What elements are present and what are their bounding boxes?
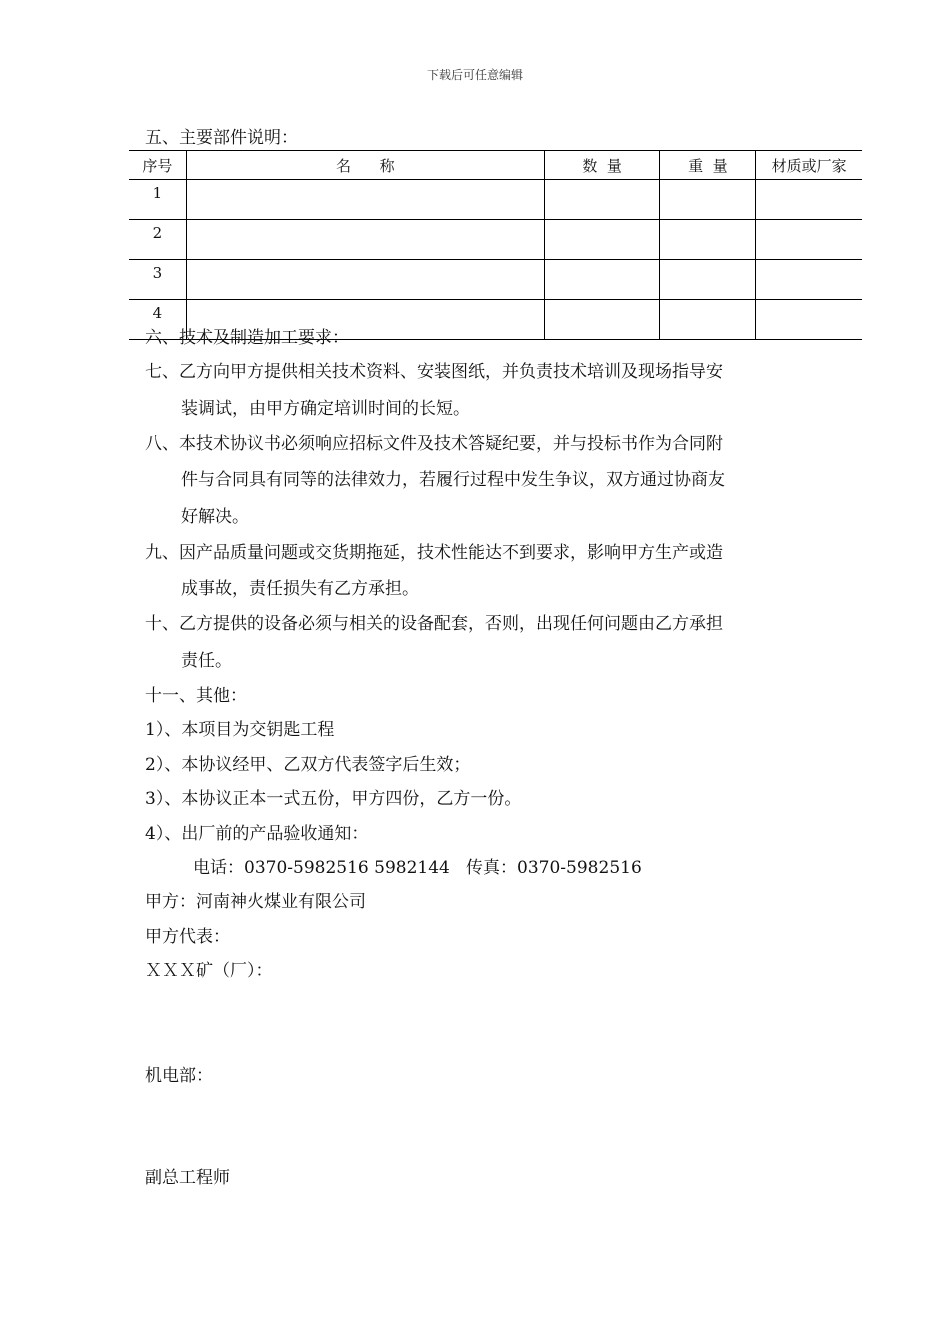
section10-line2: 责任。	[181, 651, 232, 671]
section10-line1: 十、乙方提供的设备必须与相关的设备配套，否则，出现任何问题由乙方承担	[145, 614, 723, 634]
section8-line1: 八、本技术协议书必须响应招标文件及技术答疑纪要，并与投标书作为合同附	[145, 434, 723, 454]
row-quantity-cell	[544, 220, 660, 260]
row-quantity-cell	[544, 300, 660, 340]
section7-line1: 七、乙方向甲方提供相关技术资料、安装图纸，并负责技术培训及现场指导安	[145, 362, 723, 382]
row-index: 1	[129, 180, 186, 220]
section7-line2: 装调试，由甲方确定培训时间的长短。	[181, 399, 470, 419]
row-weight-cell	[660, 260, 756, 300]
table-row	[129, 260, 862, 300]
party-a: 甲方：河南神火煤业有限公司	[145, 892, 366, 912]
section11-item2: 2）、本协议经甲、乙双方代表签字后生效；	[145, 755, 471, 775]
section5-title: 五、主要部件说明：	[145, 128, 298, 148]
table-row	[129, 180, 862, 220]
col-header-weight: 重 量	[660, 151, 756, 180]
section8-line3: 好解决。	[181, 507, 249, 527]
row-name-cell	[186, 260, 544, 300]
party-a-rep: 甲方代表：	[145, 927, 230, 947]
section11-item3: 3）、本协议正本一式五份，甲方四份，乙方一份。	[145, 789, 522, 809]
mine-signature: ＸＸＸ矿（厂）：	[145, 961, 273, 981]
header-note: 下载后可任意编辑	[426, 68, 523, 82]
row-material-cell	[756, 220, 862, 260]
table-row	[129, 220, 862, 260]
section11-title: 十一、其他：	[145, 686, 247, 706]
engineer-signature: 副总工程师	[145, 1168, 230, 1188]
col-header-material: 材质或厂家	[756, 151, 862, 180]
section11-item4: 4）、出厂前的产品验收通知：	[145, 824, 369, 844]
section9-line2: 成事故，责任损失有乙方承担。	[181, 579, 419, 599]
section6: 六、技术及制造加工要求：	[145, 328, 349, 348]
col-header-index: 序号	[129, 151, 186, 180]
row-quantity-cell	[544, 180, 660, 220]
section11-item1: 1）、本项目为交钥匙工程	[145, 720, 335, 740]
section8-line2: 件与合同具有同等的法律效力，若履行过程中发生争议，双方通过协商友	[181, 470, 725, 490]
parts-table	[129, 150, 862, 340]
row-weight-cell	[660, 220, 756, 260]
row-material-cell	[756, 260, 862, 300]
section9-line1: 九、因产品质量问题或交货期拖延，技术性能达不到要求，影响甲方生产或造	[145, 543, 723, 563]
row-quantity-cell	[544, 260, 660, 300]
table-header-row	[129, 151, 862, 180]
row-weight-cell	[660, 180, 756, 220]
row-material-cell	[756, 300, 862, 340]
row-index: 3	[129, 260, 186, 300]
row-name-cell	[186, 220, 544, 260]
col-header-quantity: 数 量	[544, 151, 660, 180]
dept-signature: 机电部：	[145, 1066, 213, 1086]
row-index: 4	[129, 300, 186, 340]
contact-line: 电话：0370-5982516 5982144 传真：0370-5982516	[193, 858, 642, 878]
col-header-name: 名 称	[186, 151, 544, 180]
row-index: 2	[129, 220, 186, 260]
row-material-cell	[756, 180, 862, 220]
row-name-cell	[186, 180, 544, 220]
row-weight-cell	[660, 300, 756, 340]
